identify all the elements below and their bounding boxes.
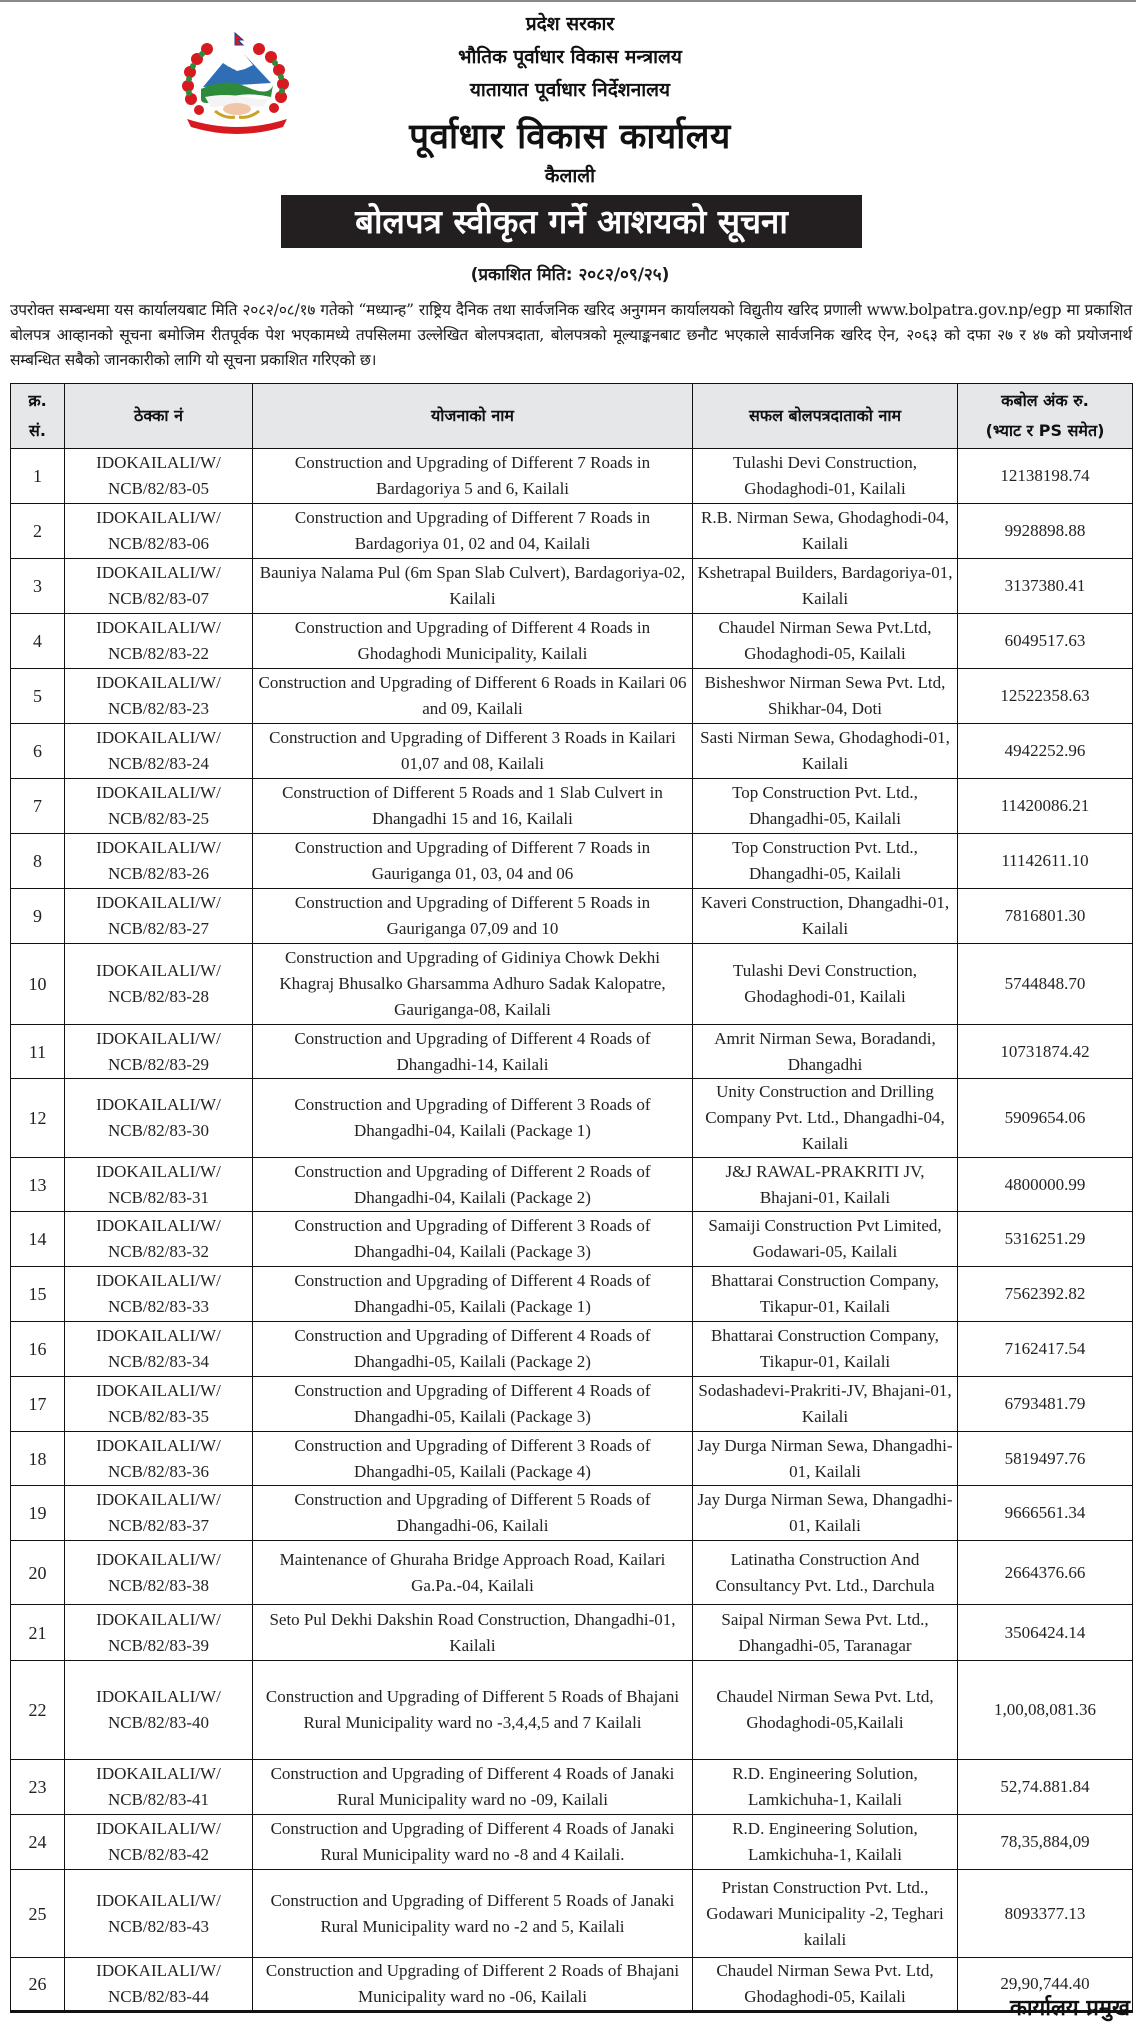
cell-amount: 5316251.29 — [958, 1212, 1133, 1267]
table-row — [11, 779, 1133, 834]
contract-no-line1: IDOKAILALI/W/ — [96, 1028, 221, 1048]
published-date: (प्रकाशित मिति: २०८२/०९/२५) — [470, 265, 670, 285]
contract-no-line2: NCB/82/83-32 — [107, 1242, 210, 1261]
cell-contract-no — [65, 1267, 253, 1322]
intro-paragraph — [10, 298, 1132, 373]
cell-sn: 18 — [11, 1432, 65, 1486]
table-row — [11, 1958, 1133, 2012]
ministry-title: भौतिक पूर्वाधार विकास मन्त्रालय — [458, 46, 682, 68]
cell-bidder: Jay Durga Nirman Sewa, Dhangadhi-01, Kailali — [693, 1486, 958, 1541]
contract-no-line2: NCB/82/83-44 — [107, 1987, 210, 2006]
column-header-contract-no: ठेक्का नं — [65, 384, 253, 449]
contract-no-line1: IDOKAILALI/W/ — [96, 1764, 221, 1783]
table-row — [11, 834, 1133, 889]
cell-amount: 4942252.96 — [958, 724, 1133, 779]
cell-bidder: Chaudel Nirman Sewa Pvt.Ltd, Ghodaghodi-05, Kailali — [693, 614, 958, 669]
cell-contract-no — [65, 944, 253, 1025]
cell-amount: 5744848.70 — [958, 944, 1133, 1025]
contract-no-line1: IDOKAILALI/W/ — [96, 893, 221, 912]
table-row — [11, 1541, 1133, 1605]
table-row — [11, 944, 1133, 1025]
cell-bidder: Tulashi Devi Construction, Ghodaghodi-01, Kailali — [693, 944, 958, 1025]
table-row — [11, 1322, 1133, 1377]
cell-project-name: Construction and Upgrading of Different 4 Roads of Dhangadhi-05, Kailali (Package 3) — [253, 1377, 693, 1432]
cell-contract-no — [65, 1025, 253, 1079]
notice-banner: बोलपत्र स्वीकृत गर्ने आशयको सूचना — [281, 195, 862, 248]
contract-no-line1: IDOKAILALI/W/ — [96, 1490, 221, 1509]
office-title: पूर्वाधार विकास कार्यालय — [409, 117, 731, 157]
cell-sn: 8 — [11, 834, 65, 889]
cell-bidder: Pristan Construction Pvt. Ltd., Godawari Municipality -2, Teghari kailali — [693, 1870, 958, 1958]
cell-amount: 3506424.14 — [958, 1605, 1133, 1661]
cell-amount: 52,74.881.84 — [958, 1760, 1133, 1815]
cell-amount: 5819497.76 — [958, 1432, 1133, 1486]
cell-amount: 12138198.74 — [958, 449, 1133, 504]
cell-contract-no — [65, 669, 253, 724]
cell-bidder: R.D. Engineering Solution, Lamkichuha-1, Kailali — [693, 1815, 958, 1870]
cell-contract-no — [65, 1815, 253, 1870]
cell-contract-no — [65, 504, 253, 559]
cell-amount: 5909654.06 — [958, 1079, 1133, 1158]
cell-bidder: Tulashi Devi Construction, Ghodaghodi-01, Kailali — [693, 449, 958, 504]
cell-amount: 9666561.34 — [958, 1486, 1133, 1541]
cell-bidder: R.B. Nirman Sewa, Ghodaghodi-04, Kailali — [693, 504, 958, 559]
contract-no-line2: NCB/82/83-07 — [107, 589, 210, 608]
cell-sn: 21 — [11, 1605, 65, 1661]
column-header-project-name: योजनाको नाम — [253, 384, 693, 449]
cell-sn: 4 — [11, 614, 65, 669]
cell-bidder: R.D. Engineering Solution, Lamkichuha-1, Kailali — [693, 1760, 958, 1815]
cell-project-name: Construction and Upgrading of Different 5 Roads of Janaki Rural Municipality ward no -2 and 5, Kailali — [253, 1870, 693, 1958]
cell-bidder: Amrit Nirman Sewa, Boradandi, Dhangadhi — [693, 1025, 958, 1079]
cell-sn: 3 — [11, 559, 65, 614]
cell-contract-no — [65, 1605, 253, 1661]
cell-contract-no — [65, 1760, 253, 1815]
table-row — [11, 504, 1133, 559]
cell-sn: 26 — [11, 1958, 65, 2012]
cell-bidder: Top Construction Pvt. Ltd., Dhangadhi-05, Kailali — [693, 779, 958, 834]
table-row — [11, 559, 1133, 614]
cell-sn: 14 — [11, 1212, 65, 1267]
table-row — [11, 669, 1133, 724]
cell-sn: 23 — [11, 1760, 65, 1815]
contract-no-line1: IDOKAILALI/W/ — [96, 508, 221, 527]
cell-amount: 9928898.88 — [958, 504, 1133, 559]
cell-sn: 7 — [11, 779, 65, 834]
nepal-emblem-icon — [175, 27, 299, 137]
contract-no-line1: IDOKAILALI/W/ — [96, 838, 221, 857]
cell-contract-no — [65, 889, 253, 944]
table-row — [11, 1212, 1133, 1267]
contract-no-line2: NCB/82/83-31 — [107, 1187, 210, 1207]
cell-contract-no — [65, 1541, 253, 1605]
cell-contract-no — [65, 1661, 253, 1760]
contract-no-line1: IDOKAILALI/W/ — [96, 1549, 221, 1569]
cell-bidder: Sodashadevi-Prakriti-JV, Bhajani-01, Kailali — [693, 1377, 958, 1432]
contract-no-line2: NCB/82/83-24 — [107, 754, 210, 773]
contract-no-line1: IDOKAILALI/W/ — [96, 1435, 221, 1455]
cell-project-name: Seto Pul Dekhi Dakshin Road Construction, Dhangadhi-01, Kailali — [253, 1605, 693, 1661]
cell-amount: 11420086.21 — [958, 779, 1133, 834]
intro-paragraph-text: उपरोक्त सम्बन्धमा यस कार्यालयबाट मिति २०८२/०८/१७ गतेको “मध्यान्ह” राष्ट्रिय दैनिक तथा सार्वजनिक खरिद अनुगमन कार्यालयको विद्युतीय खरिद प्रणाली www.bolpatra.gov.np/egp मा प्रकाशित बोलपत्र आव्हानको सूचना बमोजिम रीतपूर्वक पेश भएकामध्ये तपसिलमा उल्लेखित बोलपत्रदाता, बोलपत्रको मूल्याङ्कनबाट छनौट भएकाले सार्वजनिक खरिद ऐन, २०६३ को दफा २७ र ४७ को प्रयोजनार्थ सम्बन्धित सबैको जानकारीको लागि यो सूचना प्रकाशित गरिएको छ। — [10, 301, 1132, 369]
cell-amount: 3137380.41 — [958, 559, 1133, 614]
contract-no-line2: NCB/82/83-05 — [107, 479, 210, 498]
cell-bidder: Chaudel Nirman Sewa Pvt. Ltd, Ghodaghodi-05, Kailali — [693, 1958, 958, 2012]
cell-bidder: Samaiji Construction Pvt Limited, Godawari-05, Kailali — [693, 1212, 958, 1267]
cell-contract-no — [65, 1158, 253, 1212]
cell-bidder: Bhattarai Construction Company, Tikapur-01, Kailali — [693, 1267, 958, 1322]
contract-no-line2: NCB/82/83-41 — [107, 1790, 210, 1809]
cell-amount: 7816801.30 — [958, 889, 1133, 944]
district-title: कैलाली — [544, 165, 596, 187]
table-row — [11, 1661, 1133, 1760]
contract-no-line2: NCB/82/83-25 — [107, 809, 210, 828]
cell-bidder: Unity Construction and Drilling Company Pvt. Ltd., Dhangadhi-04, Kailali — [693, 1079, 958, 1158]
cell-contract-no — [65, 1486, 253, 1541]
contract-no-line2: NCB/82/83-37 — [107, 1516, 210, 1535]
cell-contract-no — [65, 724, 253, 779]
contract-no-line2: NCB/82/83-34 — [107, 1352, 210, 1371]
table-row — [11, 1870, 1133, 1958]
contract-no-line2: NCB/82/83-33 — [107, 1297, 210, 1316]
cell-contract-no — [65, 449, 253, 504]
table-row — [11, 1158, 1133, 1212]
cell-bidder: Bisheshwor Nirman Sewa Pvt. Ltd, Shikhar-04, Doti — [693, 669, 958, 724]
cell-project-name: Construction and Upgrading of Different 7 Roads in Bardagoriya 5 and 6, Kailali — [253, 449, 693, 504]
contract-no-line2: NCB/82/83-29 — [107, 1054, 210, 1074]
cell-project-name: Construction and Upgrading of Different 4 Roads of Janaki Rural Municipality ward no -8 and 4 Kailali. — [253, 1815, 693, 1870]
contract-no-line2: NCB/82/83-40 — [107, 1713, 210, 1732]
cell-project-name: Construction and Upgrading of Different 7 Roads in Gauriganga 01, 03, 04 and 06 — [253, 834, 693, 889]
contract-no-line1: IDOKAILALI/W/ — [96, 728, 221, 747]
column-header-bidder: सफल बोलपत्रदाताको नाम — [693, 384, 958, 449]
cell-sn: 10 — [11, 944, 65, 1025]
contract-no-line2: NCB/82/83-38 — [107, 1575, 210, 1595]
cell-project-name: Construction and Upgrading of Different 4 Roads of Janaki Rural Municipality ward no -09, Kailali — [253, 1760, 693, 1815]
contract-no-line2: NCB/82/83-23 — [107, 699, 210, 718]
cell-project-name: Maintenance of Ghuraha Bridge Approach Road, Kailari Ga.Pa.-04, Kailali — [253, 1541, 693, 1605]
cell-sn: 11 — [11, 1025, 65, 1079]
cell-amount: 4800000.99 — [958, 1158, 1133, 1212]
cell-sn: 25 — [11, 1870, 65, 1958]
cell-contract-no — [65, 1870, 253, 1958]
cell-project-name: Construction and Upgrading of Different 5 Roads of Dhangadhi-06, Kailali — [253, 1486, 693, 1541]
cell-bidder: Jay Durga Nirman Sewa, Dhangadhi-01, Kailali — [693, 1432, 958, 1486]
cell-contract-no — [65, 1212, 253, 1267]
cell-contract-no — [65, 559, 253, 614]
cell-sn: 1 — [11, 449, 65, 504]
cell-amount: 8093377.13 — [958, 1870, 1133, 1958]
cell-project-name: Construction and Upgrading of Different 4 Roads of Dhangadhi-05, Kailali (Package 2) — [253, 1322, 693, 1377]
cell-amount: 29,90,744.40 — [958, 1958, 1133, 2012]
table-row — [11, 1760, 1133, 1815]
cell-sn: 12 — [11, 1079, 65, 1158]
cell-sn: 20 — [11, 1541, 65, 1605]
cell-sn: 15 — [11, 1267, 65, 1322]
cell-bidder: Chaudel Nirman Sewa Pvt. Ltd, Ghodaghodi-05,Kailali — [693, 1661, 958, 1760]
cell-sn: 2 — [11, 504, 65, 559]
contract-no-line2: NCB/82/83-35 — [107, 1407, 210, 1426]
cell-contract-no — [65, 1322, 253, 1377]
contract-no-line2: NCB/82/83-06 — [107, 534, 210, 553]
cell-bidder: Kaveri Construction, Dhangadhi-01, Kailali — [693, 889, 958, 944]
contract-no-line1: IDOKAILALI/W/ — [96, 1271, 221, 1290]
column-header-sn-line2: सं. — [29, 421, 46, 440]
cell-project-name: Bauniya Nalama Pul (6m Span Slab Culvert), Bardagoriya-02, Kailali — [253, 559, 693, 614]
contract-no-line2: NCB/82/83-43 — [107, 1916, 210, 1936]
contract-no-line1: IDOKAILALI/W/ — [96, 618, 221, 637]
contract-no-line2: NCB/82/83-39 — [107, 1635, 210, 1655]
cell-bidder: Sasti Nirman Sewa, Ghodaghodi-01, Kailali — [693, 724, 958, 779]
directorate-title: यातायात पूर्वाधार निर्देशनालय — [469, 79, 671, 101]
contract-no-line1: IDOKAILALI/W/ — [96, 1161, 221, 1181]
table-body — [11, 449, 1133, 2012]
contract-no-line1: IDOKAILALI/W/ — [96, 1890, 221, 1910]
cell-sn: 5 — [11, 669, 65, 724]
contract-no-line2: NCB/82/83-28 — [107, 987, 210, 1006]
cell-project-name: Construction and Upgrading of Different 7 Roads in Bardagoriya 01, 02 and 04, Kailali — [253, 504, 693, 559]
contract-no-line1: IDOKAILALI/W/ — [96, 453, 221, 472]
cell-bidder: J&J RAWAL-PRAKRITI JV, Bhajani-01, Kailali — [693, 1158, 958, 1212]
contract-no-line2: NCB/82/83-26 — [107, 864, 210, 883]
office-chief-signature: कार्यालय प्रमुख — [1009, 1996, 1130, 2021]
table-header-row — [11, 384, 1133, 449]
table-row — [11, 449, 1133, 504]
cell-project-name: Construction and Upgrading of Different 3 Roads of Dhangadhi-05, Kailali (Package 4) — [253, 1432, 693, 1486]
cell-project-name: Construction and Upgrading of Different 4 Roads in Ghodaghodi Municipality, Kailali — [253, 614, 693, 669]
cell-contract-no — [65, 834, 253, 889]
cell-bidder: Saipal Nirman Sewa Pvt. Ltd., Dhangadhi-05, Taranagar — [693, 1605, 958, 1661]
cell-bidder: Kshetrapal Builders, Bardagoriya-01, Kailali — [693, 559, 958, 614]
cell-project-name: Construction and Upgrading of Different 5 Roads in Gauriganga 07,09 and 10 — [253, 889, 693, 944]
cell-contract-no — [65, 614, 253, 669]
table-row — [11, 1025, 1133, 1079]
cell-amount: 1,00,08,081.36 — [958, 1661, 1133, 1760]
contract-no-line2: NCB/82/83-42 — [107, 1845, 210, 1864]
column-header-sn — [11, 384, 65, 449]
cell-sn: 17 — [11, 1377, 65, 1432]
cell-bidder: Bhattarai Construction Company, Tikapur-01, Kailali — [693, 1322, 958, 1377]
cell-amount: 78,35,884,09 — [958, 1815, 1133, 1870]
cell-amount: 6049517.63 — [958, 614, 1133, 669]
contract-no-line1: IDOKAILALI/W/ — [96, 563, 221, 582]
cell-sn: 6 — [11, 724, 65, 779]
cell-sn: 19 — [11, 1486, 65, 1541]
cell-amount: 7562392.82 — [958, 1267, 1133, 1322]
column-header-amount — [958, 384, 1133, 449]
contract-no-line1: IDOKAILALI/W/ — [96, 1687, 221, 1706]
contract-no-line1: IDOKAILALI/W/ — [96, 1381, 221, 1400]
cell-project-name: Construction and Upgrading of Different 2 Roads of Bhajani Municipality ward no -06, Kailali — [253, 1958, 693, 2012]
contract-no-line1: IDOKAILALI/W/ — [96, 1961, 221, 1980]
contract-no-line1: IDOKAILALI/W/ — [96, 1609, 221, 1629]
cell-sn: 9 — [11, 889, 65, 944]
cell-sn: 22 — [11, 1661, 65, 1760]
table-row — [11, 1486, 1133, 1541]
cell-project-name: Construction and Upgrading of Different 3 Roads of Dhangadhi-04, Kailali (Package 3) — [253, 1212, 693, 1267]
cell-sn: 24 — [11, 1815, 65, 1870]
cell-amount: 12522358.63 — [958, 669, 1133, 724]
contract-no-line2: NCB/82/83-30 — [107, 1121, 210, 1140]
cell-contract-no — [65, 1958, 253, 2012]
contract-no-line2: NCB/82/83-36 — [107, 1461, 210, 1481]
contract-no-line2: NCB/82/83-22 — [107, 644, 210, 663]
cell-amount: 2664376.66 — [958, 1541, 1133, 1605]
top-border-line — [0, 0, 1136, 2]
cell-amount: 7162417.54 — [958, 1322, 1133, 1377]
contract-no-line1: IDOKAILALI/W/ — [96, 673, 221, 692]
cell-project-name: Construction of Different 5 Roads and 1 Slab Culvert in Dhangadhi 15 and 16, Kailali — [253, 779, 693, 834]
table-row — [11, 1605, 1133, 1661]
contract-no-line1: IDOKAILALI/W/ — [96, 783, 221, 802]
cell-sn: 13 — [11, 1158, 65, 1212]
column-header-amount-line1: कबोल अंक रु. — [1001, 391, 1089, 410]
cell-sn: 16 — [11, 1322, 65, 1377]
table-row — [11, 1432, 1133, 1486]
cell-contract-no — [65, 1432, 253, 1486]
column-header-sn-line1: क्र. — [28, 391, 47, 410]
cell-bidder: Top Construction Pvt. Ltd., Dhangadhi-05, Kailali — [693, 834, 958, 889]
contract-no-line1: IDOKAILALI/W/ — [96, 1216, 221, 1235]
table-row — [11, 1377, 1133, 1432]
table-row — [11, 1079, 1133, 1158]
contract-no-line1: IDOKAILALI/W/ — [96, 1326, 221, 1345]
awarded-bids-table — [10, 383, 1133, 2013]
table-row — [11, 614, 1133, 669]
cell-amount: 11142611.10 — [958, 834, 1133, 889]
cell-contract-no — [65, 1377, 253, 1432]
cell-amount: 10731874.42 — [958, 1025, 1133, 1079]
table-row — [11, 1267, 1133, 1322]
contract-no-line1: IDOKAILALI/W/ — [96, 961, 221, 980]
column-header-amount-line2: (भ्याट र PS समेत) — [985, 421, 1105, 440]
cell-project-name: Construction and Upgrading of Different 6 Roads in Kailari 06 and 09, Kailali — [253, 669, 693, 724]
cell-amount: 6793481.79 — [958, 1377, 1133, 1432]
cell-project-name: Construction and Upgrading of Gidiniya Chowk Dekhi Khagraj Bhusalko Gharsamma Adhuro Sadak Kalopatre, Gauriganga-08, Kailali — [253, 944, 693, 1025]
table-row — [11, 889, 1133, 944]
cell-project-name: Construction and Upgrading of Different 5 Roads of Bhajani Rural Municipality ward no -3,4,4,5 and 7 Kailali — [253, 1661, 693, 1760]
cell-contract-no — [65, 1079, 253, 1158]
table-row — [11, 724, 1133, 779]
cell-project-name: Construction and Upgrading of Different 2 Roads of Dhangadhi-04, Kailali (Package 2) — [253, 1158, 693, 1212]
table-row — [11, 1815, 1133, 1870]
cell-project-name: Construction and Upgrading of Different 4 Roads of Dhangadhi-05, Kailali (Package 1) — [253, 1267, 693, 1322]
province-government-title: प्रदेश सरकार — [525, 13, 615, 35]
contract-no-line2: NCB/82/83-27 — [107, 919, 210, 938]
cell-bidder: Latinatha Construction And Consultancy Pvt. Ltd., Darchula — [693, 1541, 958, 1605]
contract-no-line1: IDOKAILALI/W/ — [96, 1819, 221, 1838]
cell-contract-no — [65, 779, 253, 834]
cell-project-name: Construction and Upgrading of Different 3 Roads in Kailari 01,07 and 08, Kailali — [253, 724, 693, 779]
cell-project-name: Construction and Upgrading of Different 3 Roads of Dhangadhi-04, Kailali (Package 1) — [253, 1079, 693, 1158]
contract-no-line1: IDOKAILALI/W/ — [96, 1095, 221, 1114]
cell-project-name: Construction and Upgrading of Different 4 Roads of Dhangadhi-14, Kailali — [253, 1025, 693, 1079]
